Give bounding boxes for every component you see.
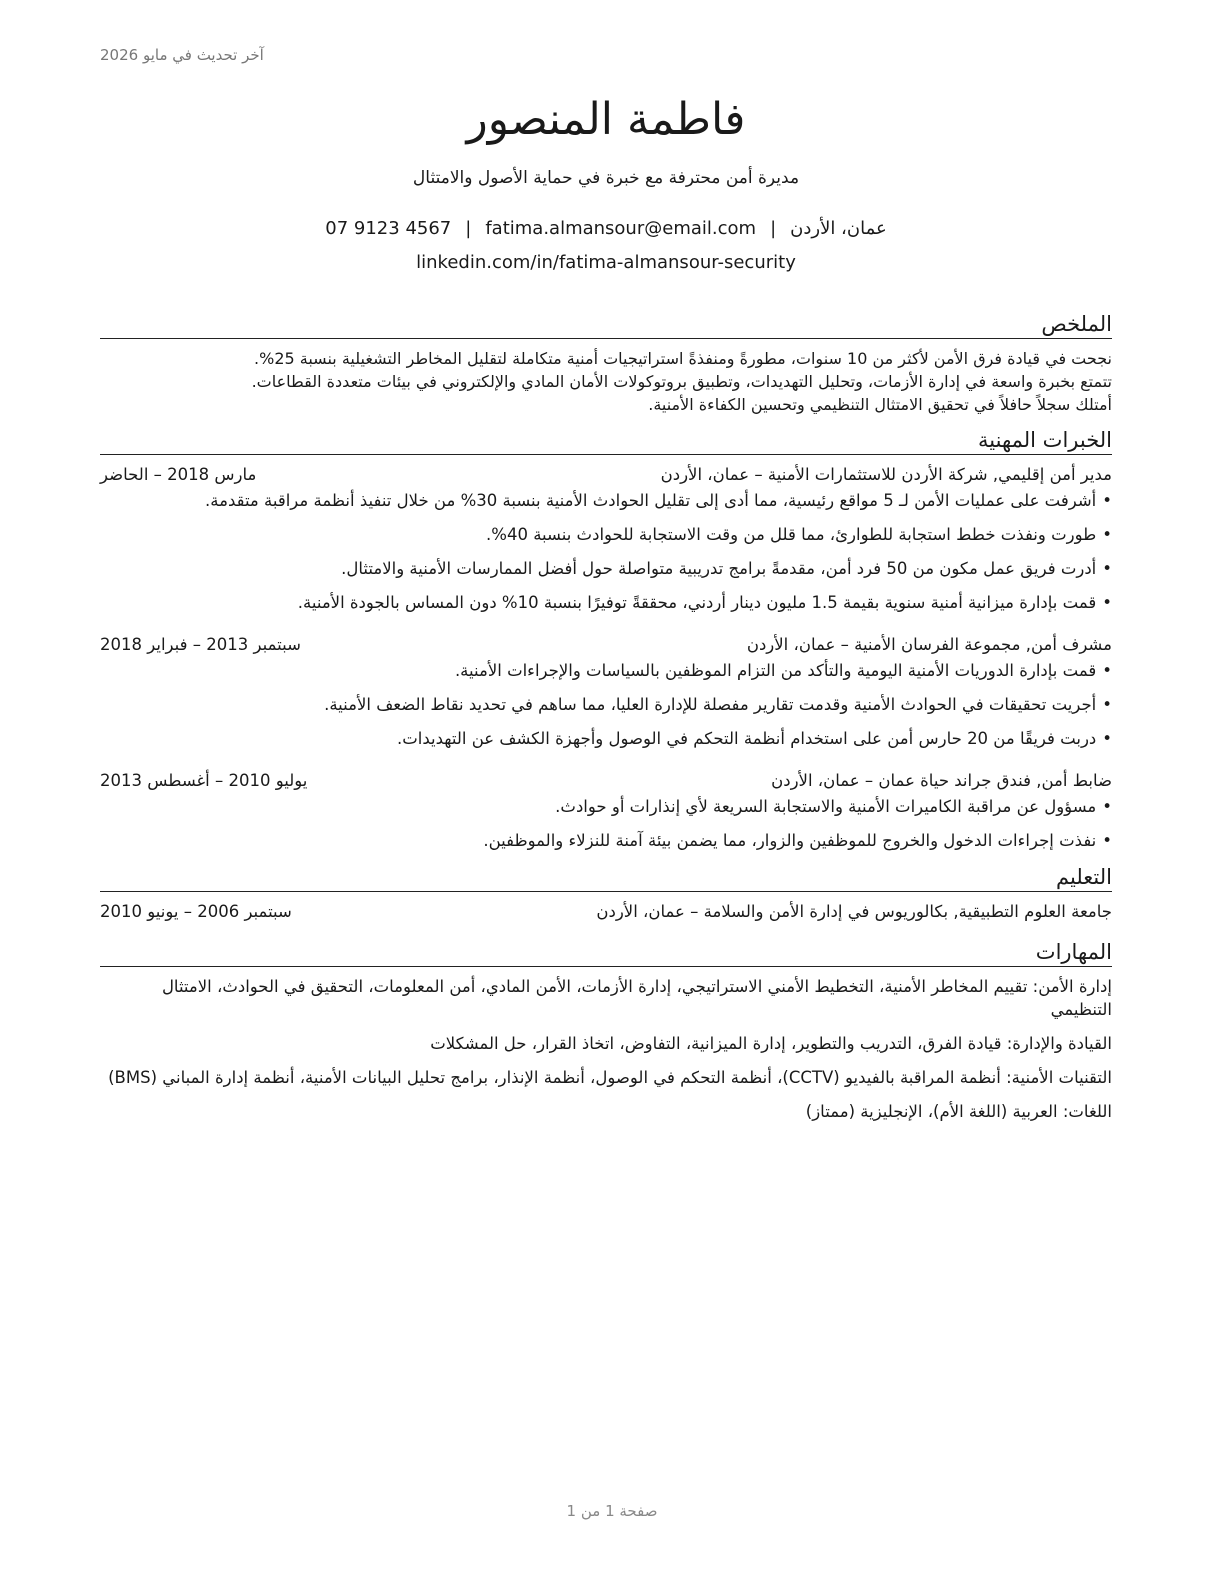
job-title: ضابط أمن, فندق جراند حياة عمان – عمان، الأردن xyxy=(771,771,1112,790)
separator: | xyxy=(770,218,777,239)
phone-number: 07 9123 4567 xyxy=(325,218,452,239)
separator: | xyxy=(465,218,472,239)
skills-list xyxy=(100,975,1112,1123)
skill-line: التقنيات الأمنية: أنظمة المراقبة بالفيديو (CCTV)، أنظمة التحكم في الوصول، أنظمة الإنذار، برامج تحليل البيانات الأمنية، أنظمة إدارة المباني (BMS) xyxy=(108,1068,1112,1087)
contact-line xyxy=(100,216,1112,242)
education-entry xyxy=(100,900,1112,924)
job-header xyxy=(100,633,1112,657)
education-title: جامعة العلوم التطبيقية, بكالوريوس في إدارة الأمن والسلامة – عمان، الأردن xyxy=(596,902,1112,921)
job-entry xyxy=(100,463,1112,615)
section-title-experience: الخبرات المهنية xyxy=(100,426,1112,455)
resume-body xyxy=(100,310,1112,1134)
job-dates: سبتمبر 2013 – فبراير 2018 xyxy=(100,635,301,654)
section-title-skills: المهارات xyxy=(100,938,1112,967)
job-bullet: •دربت فريقًا من 20 حارس أمن على استخدام أنظمة التحكم في الوصول وأجهزة الكشف عن التهديدات. xyxy=(397,729,1112,748)
last-updated: آخر تحديث في مايو 2026 xyxy=(100,46,264,64)
linkedin-link[interactable]: linkedin.com/in/fatima-almansour-security xyxy=(416,252,796,273)
summary-line: تتمتع بخبرة واسعة في إدارة الأزمات، وتحليل التهديدات، وتطبيق بروتوكولات الأمان المادي والإلكتروني في بيئات متعددة القطاعات. xyxy=(251,372,1112,391)
job-bullet: •طورت ونفذت خطط استجابة للطوارئ، مما قلل من وقت الاستجابة للحوادث بنسبة 40%. xyxy=(486,525,1112,544)
job-bullet: •قمت بإدارة ميزانية أمنية سنوية بقيمة 1.5 مليون دينار أردني، محققةً توفيرًا بنسبة 10% دون المساس بالجودة الأمنية. xyxy=(297,593,1112,612)
job-bullet: •قمت بإدارة الدوريات الأمنية اليومية والتأكد من التزام الموظفين بالسياسات والإجراءات الأمنية. xyxy=(454,661,1112,680)
job-title: مشرف أمن, مجموعة الفرسان الأمنية – عمان، الأردن xyxy=(746,635,1112,654)
summary-line: نجحت في قيادة فرق الأمن لأكثر من 10 سنوات، مطورةً ومنفذةً استراتيجيات أمنية متكاملة لتقليل المخاطر التشغيلية بنسبة 25%. xyxy=(254,349,1112,368)
skill-line: اللغات: العربية (اللغة الأم)، الإنجليزية (ممتاز) xyxy=(805,1102,1112,1121)
location: عمان، الأردن xyxy=(790,218,887,239)
job-bullets xyxy=(100,795,1112,853)
job-title: مدير أمن إقليمي, شركة الأردن للاستثمارات الأمنية – عمان، الأردن xyxy=(660,465,1112,484)
job-bullet: •أدرت فريق عمل مكون من 50 فرد أمن، مقدمةً برامج تدريبية متواصلة حول أفضل الممارسات الأمنية والامتثال. xyxy=(341,559,1112,578)
education-dates: سبتمبر 2006 – يونيو 2010 xyxy=(100,902,292,921)
job-bullet: •أجريت تحقيقات في الحوادث الأمنية وقدمت تقارير مفصلة للإدارة العليا، مما ساهم في تحديد نقاط الضعف الأمنية. xyxy=(324,695,1112,714)
summary-line: أمتلك سجلاً حافلاً في تحقيق الامتثال التنظيمي وتحسين الكفاءة الأمنية. xyxy=(648,395,1112,414)
summary xyxy=(100,347,1112,416)
job-entry xyxy=(100,633,1112,751)
section-title-education: التعليم xyxy=(100,863,1112,892)
section-title-summary: الملخص xyxy=(100,310,1112,339)
candidate-name: فاطمة المنصور xyxy=(466,94,746,145)
job-bullet: •أشرفت على عمليات الأمن لـ 5 مواقع رئيسية، مما أدى إلى تقليل الحوادث الأمنية بنسبة 30% من خلال تنفيذ أنظمة مراقبة متقدمة. xyxy=(205,491,1112,510)
email-link[interactable]: fatima.almansour@email.com xyxy=(485,218,757,239)
job-header xyxy=(100,769,1112,793)
job-bullets xyxy=(100,489,1112,615)
job-dates: يوليو 2010 – أغسطس 2013 xyxy=(100,771,308,790)
job-entry xyxy=(100,769,1112,853)
job-bullets xyxy=(100,659,1112,751)
job-header xyxy=(100,463,1112,487)
job-bullet: •مسؤول عن مراقبة الكاميرات الأمنية والاستجابة السريعة لأي إنذارات أو حوادث. xyxy=(555,797,1112,816)
tagline: مديرة أمن محترفة مع خبرة في حماية الأصول والامتثال xyxy=(412,168,800,188)
skill-line: القيادة والإدارة: قيادة الفرق، التدريب والتطوير، إدارة الميزانية، التفاوض، اتخاذ القرار، حل المشكلات xyxy=(430,1034,1112,1053)
resume-header xyxy=(100,90,1112,276)
job-bullet: •نفذت إجراءات الدخول والخروج للموظفين والزوار، مما يضمن بيئة آمنة للنزلاء والموظفين. xyxy=(483,831,1112,850)
page-number: صفحة 1 من 1 xyxy=(566,1502,658,1520)
skill-line: إدارة الأمن: تقييم المخاطر الأمنية، التخطيط الأمني الاستراتيجي، إدارة الأزمات، الأمن المادي، أمن المعلومات، التحقيق في الحوادث، الامتثال التنظيمي xyxy=(161,977,1112,1019)
job-dates: مارس 2018 – الحاضر xyxy=(100,465,257,484)
